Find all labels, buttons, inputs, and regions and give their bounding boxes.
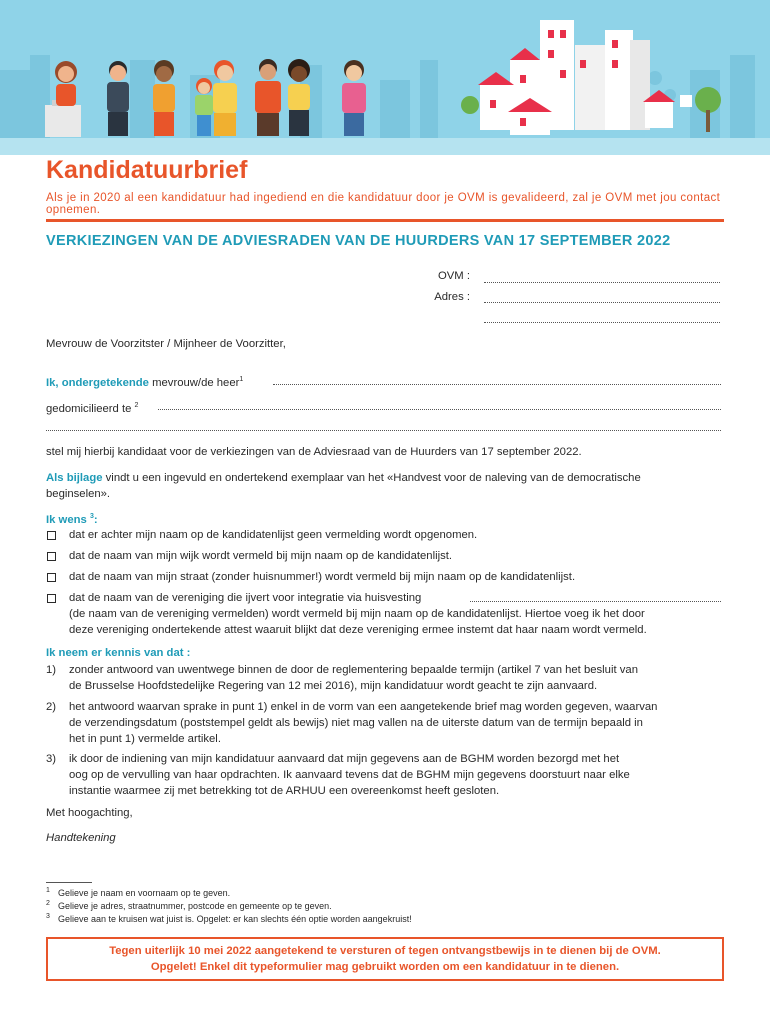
houses-icon	[461, 20, 721, 135]
footnote-1-num: 1	[46, 887, 50, 894]
footnote-3-num: 3	[46, 913, 50, 920]
option-checkbox-1[interactable]	[47, 531, 56, 540]
footnote-2-num: 2	[46, 900, 50, 907]
wens-title	[46, 509, 98, 528]
option-label-4-line2: (de naam van de vereniging vermelden) wordt vermeld bij mijn naam op de kandidatenlijst. Hiertoe voeg ik het door	[69, 608, 645, 620]
ballot-box-icon	[45, 105, 81, 137]
kennis-item-3-line2: oog op de vervulling van haar opdrachten. Ik aanvaard tevens dat de BGHM mijn gegevens doorstuurt naar elke	[69, 769, 630, 781]
bijlage-paragraph	[46, 470, 736, 502]
footnote-3	[46, 913, 412, 924]
wens-title-text: Ik wens	[46, 513, 87, 526]
adres-field-line2[interactable]	[484, 322, 720, 323]
kennis-num-2: 2)	[46, 701, 57, 713]
subtitle: Als je in 2020 al een kandidatuur had ingediend en die kandidatuur door je OVM is gevalideerd, zal je OVM met jou contact opnemen.	[46, 192, 721, 216]
name-field[interactable]	[273, 384, 721, 385]
footnote-1	[46, 887, 230, 898]
deadline-notice-box	[46, 937, 724, 981]
bijlage-bold: Als bijlage	[46, 472, 103, 484]
kennis-item-3-line3: instantie waarmee zij met betrekking tot de ARHUU een overeenkomst heeft gesloten.	[69, 785, 500, 797]
option-label-4: dat de naam van de vereniging die ijvert voor integratie via huisvesting	[69, 592, 422, 604]
declaration-rest: mevrouw/de heer	[148, 376, 240, 389]
salutation: Mevrouw de Voorzitster / Mijnheer de Voorzitter,	[46, 338, 286, 350]
notice-line-1: Tegen uiterlijk 10 mei 2022 aangetekend te versturen of tegen ontvangstbewijs in te dienen bij de OVM.	[109, 945, 661, 957]
domicile-label	[46, 398, 138, 417]
kennis-item-1-line2: de Brusselse Hoofdstedelijke Regering van 12 mei 2016), mijn kandidatuur wordt geacht te zijn aanvaard.	[69, 680, 598, 692]
kennis-item-2-line2: de verzendingsdatum (poststempel geldt als bewijs) niet mag vallen na de uiterste datum van de termijn bepaald in	[69, 717, 643, 729]
declaration-lead	[46, 372, 243, 391]
footnote-3-text: Gelieve aan te kruisen wat juist is. Opgelet: er kan slechts één optie worden aangekruist!	[58, 914, 412, 924]
notice-line-2: Opgelet! Enkel dit typeformulier mag gebruikt worden om een kandidatuur in te dienen.	[150, 961, 620, 973]
section-heading: VERKIEZINGEN VAN DE ADVIESRADEN VAN DE HUURDERS VAN 17 SEPTEMBER 2022	[46, 233, 671, 249]
option-label-1: dat er achter mijn naam op de kandidatenlijst geen vermelding wordt opgenomen.	[69, 529, 478, 541]
divider	[46, 219, 724, 222]
kennis-title: Ik neem er kennis van dat :	[46, 647, 191, 659]
kennis-item-1-line1: zonder antwoord van uwentwege binnen de door de reglementering bepaalde termijn (artikel 7 van het besluit van	[69, 664, 638, 676]
option-label-3: dat de naam van mijn straat (zonder huisnummer!) wordt vermeld bij mijn naam op de kandidatenlijst.	[69, 571, 576, 583]
header-illustration	[0, 0, 770, 155]
people-and-city-illustration	[0, 0, 770, 155]
footnote-ref-3: 3	[89, 513, 94, 520]
page-title: Kandidatuurbrief	[46, 156, 248, 184]
association-field[interactable]	[470, 601, 721, 602]
signature-label: Handtekening	[46, 832, 116, 844]
ovm-field[interactable]	[484, 282, 720, 283]
kennis-item-3-line1: ik door de indiening van mijn kandidatuur aanvaard dat mijn gegevens aan de BGHM worden bezorgd met het	[69, 753, 620, 765]
footnote-1-text: Gelieve je naam en voornaam op te geven.	[58, 888, 231, 898]
declaration-bold: Ik, ondergetekende	[46, 376, 149, 389]
kennis-num-1: 1)	[46, 664, 57, 676]
domicile-field-line2[interactable]	[46, 430, 721, 431]
closing-greeting: Met hoogachting,	[46, 807, 133, 819]
domicile-field[interactable]	[158, 409, 721, 410]
kennis-item-2-line1: het antwoord waarvan sprake in punt 1) enkel in de vorm van een aangetekende brief mag worden gegeven, waarvan	[69, 701, 658, 713]
adres-field-line1[interactable]	[484, 302, 720, 303]
option-label-4-line3: deze vereniging ondertekende attest waaruit blijkt dat deze vereniging ermee instemt dat haar naam wordt vermeld.	[69, 624, 647, 636]
adres-label: Adres :	[434, 291, 470, 303]
footnote-divider	[46, 882, 92, 883]
footnote-2-text: Gelieve je adres, straatnummer, postcode en gemeente op te geven.	[58, 901, 332, 911]
wens-colon: :	[93, 513, 98, 526]
option-checkbox-2[interactable]	[47, 552, 56, 561]
footnote-ref-2: 2	[134, 402, 139, 409]
footnote-ref-1: 1	[239, 376, 244, 383]
bijlage-line1: vindt u een ingevuld en ondertekend exemplaar van het «Handvest voor de naleving van de democratische	[102, 472, 641, 484]
candidacy-statement: stel mij hierbij kandidaat voor de verkiezingen van de Adviesraad van de Huurders van 17 september 2022.	[46, 446, 582, 458]
option-checkbox-4[interactable]	[47, 594, 56, 603]
ovm-label: OVM :	[437, 270, 470, 282]
footnote-2	[46, 900, 332, 911]
bijlage-line2: beginselen».	[46, 488, 111, 500]
domicile-text: gedomicilieerd te	[46, 402, 132, 415]
kennis-num-3: 3)	[46, 753, 57, 765]
option-label-2: dat de naam van mijn wijk wordt vermeld bij mijn naam op de kandidatenlijst.	[69, 550, 453, 562]
option-checkbox-3[interactable]	[47, 573, 56, 582]
kennis-item-2-line3: het in punt 1) vermelde artikel.	[69, 733, 221, 745]
